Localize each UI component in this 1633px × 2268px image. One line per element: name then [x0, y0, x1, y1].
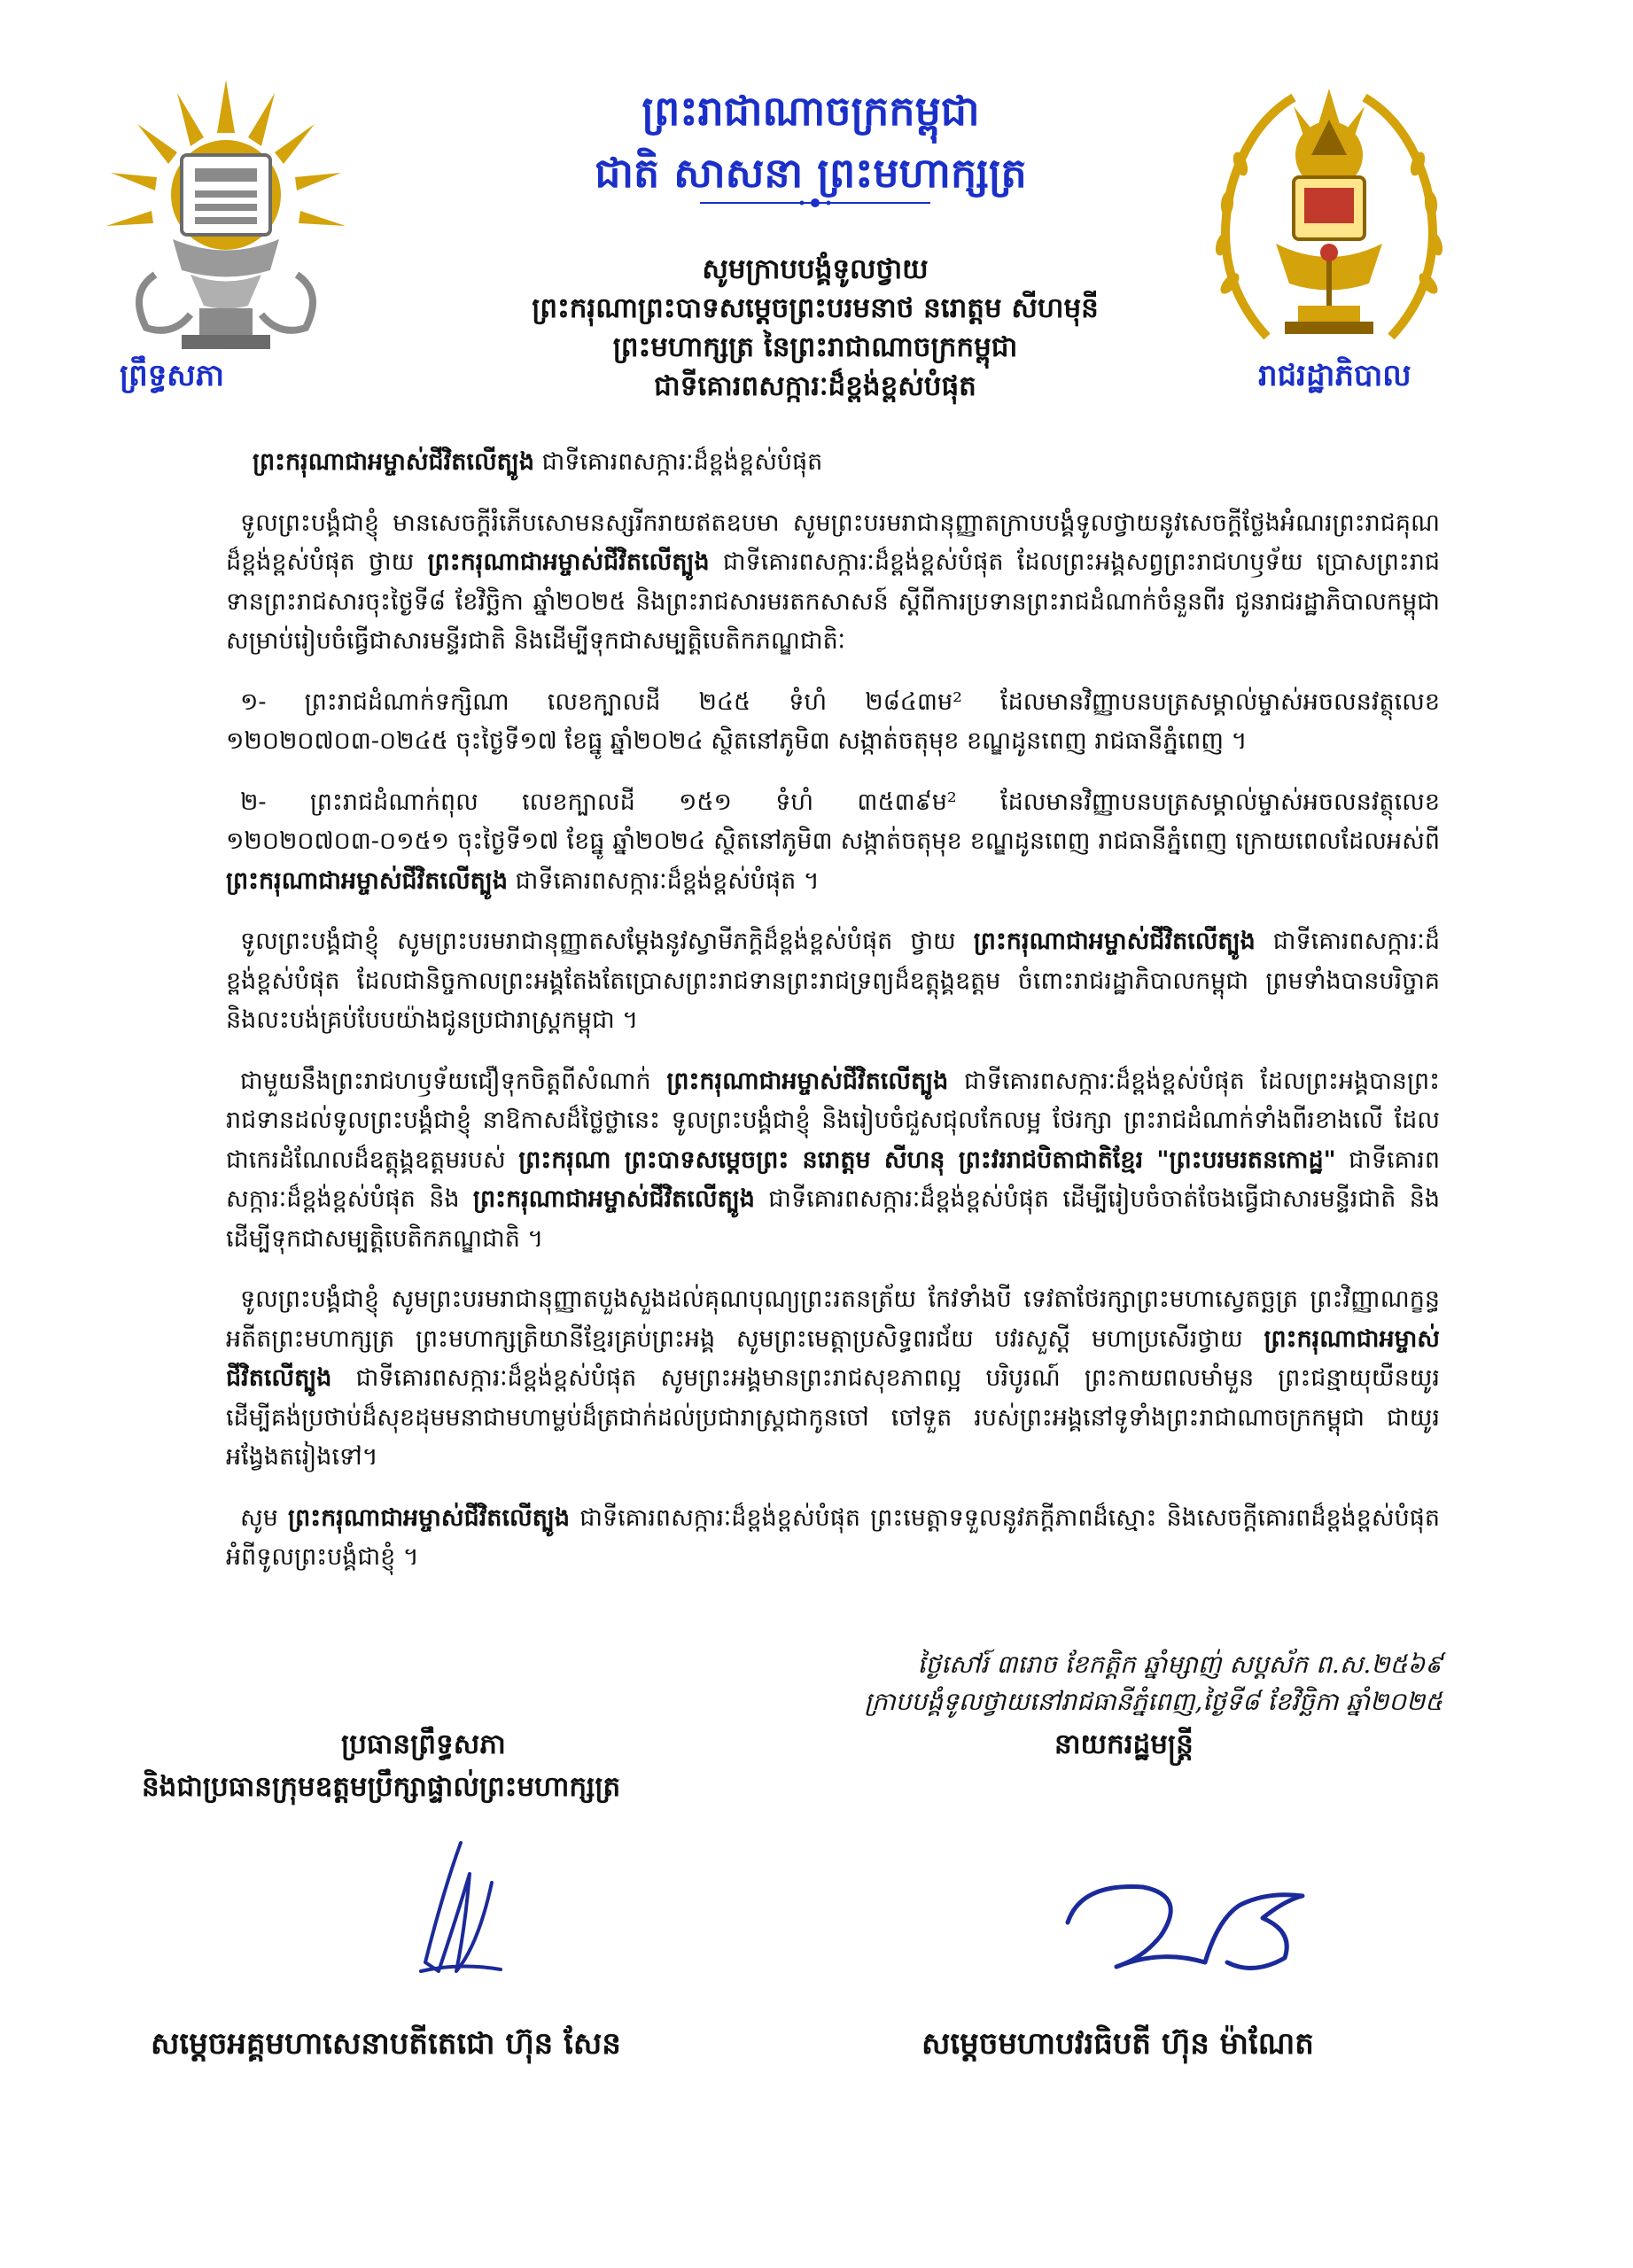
- prime-minister-name: សម្តេចមហាបវរធិបតី ហ៊ុន ម៉ាណែត: [921, 2026, 1314, 2062]
- royal-title-bold: ព្រះករុណាជាអម្ចាស់ជីវិតលើត្បូង: [288, 1503, 571, 1532]
- paragraph-text: ជាមួយនឹងព្រះរាជហឫទ័យជឿទុកចិត្តពីសំណាក់: [240, 1067, 667, 1095]
- paragraph-closing: [226, 1499, 1440, 1578]
- lunar-date: ថ្ងៃសៅរ៍ ៣រោច ខែកត្តិក ឆ្នាំម្សាញ់ សប្តស័ក ព.ស.២៥៦៩: [917, 1650, 1442, 1679]
- senate-president-signature: [408, 1838, 505, 1980]
- salutation-line2: ព្រះករុណាព្រះបាទសម្តេចព្រះបរមនាថ នរោត្តម សីហមុនី: [532, 292, 1099, 324]
- salutation-block: [337, 250, 1294, 406]
- paragraph-text: ទូលព្រះបង្គំជាខ្ញុំ មានសេចក្តីរំភើបសោមនស្សរីករាយឥតឧបមា សូមព្រះបរមរាជានុញ្ញាតក្រាបបង្គំទូលថ្វាយនូវសេចក្តីថ្លែងអំណរព្រះរាជគុណដ៏ខ្ពង់ខ្ពស់បំផុត ថ្វាយ: [226, 509, 1440, 576]
- paragraph-text: ២- ព្រះរាជដំណាក់ពុល លេខក្បាលដី ១៥១ ទំហំ ៣៥៣៩ម² ដែលមានវិញ្ញាបនបត្រសម្គាល់ម្ចាស់អចលនវត្ថុលេខ ១២០២០៧០៣-០១៥១ ចុះថ្ងៃទី១៧ ខែធ្នូ ឆ្នាំ២០២៤ ស្ថិតនៅភូមិ៣ សង្កាត់ចតុមុខ ខណ្ឌដូនពេញ រាជធានីភ្នំពេញ ក្រោយពេលដែលអស់ពី: [226, 788, 1440, 855]
- salutation-line4: ជាទីគោរពសក្ការៈដ៏ខ្ពង់ខ្ពស់បំផុត: [654, 370, 976, 402]
- royal-title-bold: ព្រះករុណាជាអម្ចាស់ជីវិតលើត្បូង: [226, 866, 508, 895]
- paragraph-address: [226, 443, 1440, 483]
- prime-minister-signature: [1063, 1869, 1329, 1984]
- dateline: [865, 1646, 1442, 1720]
- paragraph-text: ជាទីគោរពសក្ការៈដ៏ខ្ពង់ខ្ពស់បំផុត ដែលជានិច្ចកាលព្រះអង្គតែងតែប្រោសព្រះរាជទានព្រះរាជទ្រព្យដ៏ឧត្តុង្គឧត្តម ចំពោះរាជរដ្ឋាភិបាលកម្ពុជា ព្រមទាំងបានបរិច្ចាគ និងលះបង់គ្រប់បែបយ៉ាងជូនប្រជារាស្ត្រកម្ពុជា ។: [226, 928, 1440, 1034]
- paragraph-text: ទូលព្រះបង្គំជាខ្ញុំ សូមព្រះបរមរាជានុញ្ញាតបួងសួងដល់គុណបុណ្យព្រះរតនត្រ័យ កែវទាំងបី ទេវតាថែរក្សាព្រះមហាស្វេតច្ឆត្រ ព្រះវិញ្ញាណក្ខន្ធអតីតព្រះមហាក្សត្រ ព្រះមហាក្សត្រិយានីខ្មែរគ្រប់ព្រះអង្គ សូមព្រះមេត្តាប្រសិទ្ធពរជ័យ បវរសួស្តី មហាប្រសើរថ្វាយ: [226, 1285, 1440, 1353]
- ornament-divider: [700, 197, 930, 209]
- paragraph-item-1: [226, 683, 1440, 762]
- paragraph-text: ជាទីគោរពសក្ការៈដ៏ខ្ពង់ខ្ពស់បំផុត ដែលព្រះអង្គបានព្រះរាជទានដល់ទូលព្រះបង្គំជាខ្ញុំ នាឱកាសដ៏ថ្លៃថ្លានេះ ទូលព្រះបង្គំជាខ្ញុំ និងរៀបចំជួសជុលកែលម្អ ថែរក្សា ព្រះរាជដំណាក់ទាំងពីរខាងលើ ដែលជាកេរដំណែលដ៏ឧត្តុង្គឧត្តមរបស់: [226, 1067, 1440, 1174]
- kingdom-title-line2: ជាតិ សាសនា ព្រះមហាក្សត្រ: [595, 149, 1027, 197]
- paragraph-text: ជាទីគោរពសក្ការៈដ៏ខ្ពង់ខ្ពស់បំផុត ដែលព្រះអង្គសព្វព្រះរាជហឫទ័យ ប្រោសព្រះរាជទានព្រះរាជសារចុះថ្ងៃទី៨ ខែវិច្ឆិកា ឆ្នាំ២០២៥ និងព្រះរាជសារមរតកសាសន៍ ស្តីពីការប្រទានព្រះរាជដំណាក់ចំនួនពីរ ជូនរាជរដ្ឋាភិបាលកម្ពុជា សម្រាប់រៀបចំធ្វើជាសារមន្ទីរជាតិ និងដើម្បីទុកជាសម្បត្តិបេតិកភណ្ឌជាតិៈ: [226, 548, 1441, 655]
- king-father-title-bold: ព្រះករុណា ព្រះបាទសម្តេចព្រះ នរោត្តម សីហនុ ព្រះវររាជបិតាជាតិខ្មែរ "ព្រះបរមរតនកោដ្ឋ": [518, 1146, 1336, 1174]
- senate-president-name: សម្តេចអគ្គមហាសេនាបតីតេជោ ហ៊ុន សែន: [151, 2026, 621, 2062]
- solar-date: ក្រាបបង្គំទូលថ្វាយនៅរាជធានីភ្នំពេញ,ថ្ងៃទី៨ ខែវិច្ឆិកា ឆ្នាំ២០២៥: [864, 1687, 1442, 1716]
- salutation-line3: ព្រះមហាក្សត្រ នៃព្រះរាជាណាចក្រកម្ពុជា: [612, 331, 1018, 363]
- senate-caption: ព្រឹទ្ធសភា: [120, 358, 225, 393]
- paragraph-text: សូម: [240, 1503, 289, 1532]
- royal-title-bold: ព្រះករុណាជាអម្ចាស់ជីវិតលើត្បូង: [666, 1067, 949, 1095]
- paragraph-text: ជាទីគោរពសក្ការៈដ៏ខ្ពង់ខ្ពស់បំផុត ។: [508, 866, 820, 895]
- paragraph-trust: [226, 1062, 1440, 1260]
- paragraph-text: ទូលព្រះបង្គំជាខ្ញុំ សូមព្រះបរមរាជានុញ្ញាតសម្តែងនូវស្វាមីភក្តិដ៏ខ្ពង់ខ្ពស់បំផុត ថ្វាយ: [240, 928, 974, 955]
- paragraph-blessing: [226, 1280, 1440, 1478]
- kingdom-title: [443, 80, 1178, 204]
- paragraph-text: ជាទីគោរពសក្ការៈដ៏ខ្ពង់ខ្ពស់បំផុត និង: [226, 1146, 1440, 1213]
- paragraph-text: ជាទីគោរពសក្ការៈដ៏ខ្ពង់ខ្ពស់បំផុត: [534, 448, 823, 476]
- government-caption: រាជរដ្ឋាភិបាល: [1258, 358, 1411, 393]
- senate-president-title-line2: និងជាប្រធានក្រុមឧត្តមប្រឹក្សាផ្ទាល់ព្រះមហាក្សត្រ: [142, 1771, 621, 1803]
- paragraph-item-2: [226, 783, 1440, 902]
- paragraph-gratitude: [226, 504, 1440, 662]
- senate-emblem: [93, 71, 359, 408]
- royal-title-bold: ព្រះករុណាជាអម្ចាស់ជីវិតលើត្បូង: [253, 448, 534, 476]
- royal-title-bold: ព្រះករុណាជាអម្ចាស់ជីវិតលើត្បូង: [427, 548, 710, 576]
- royal-title-bold: ព្រះករុណាជាអម្ចាស់ជីវិតលើត្បូង: [973, 928, 1256, 955]
- royal-title-bold: ព្រះករុណាជាអម្ចាស់ជីវិតលើត្បូង: [226, 1324, 1440, 1392]
- senate-president-title-line1: ប្រធានព្រឹទ្ធសភា: [341, 1728, 506, 1760]
- prime-minister-title: នាយករដ្ឋមន្ត្រី: [1054, 1728, 1194, 1760]
- paragraph-text: ជាទីគោរពសក្ការៈដ៏ខ្ពង់ខ្ពស់បំផុត ដើម្បីរៀបចំចាត់ចែងធ្វើជាសារមន្ទីរជាតិ និងដើម្បីទុកជាសម្បត្តិបេតិកភណ្ឌជាតិ ។: [226, 1185, 1440, 1253]
- royal-title-bold: ព្រះករុណាជាអម្ចាស់ជីវិតលើត្បូង: [472, 1185, 755, 1213]
- kingdom-title-line1: ព្រះរាជាណាចក្រកម្ពុជា: [642, 87, 980, 135]
- senate-emblem-icon: [93, 71, 359, 354]
- paragraph-text: ជាទីគោរពសក្ការៈដ៏ខ្ពង់ខ្ពស់បំផុត សូមព្រះអង្គមានព្រះរាជសុខភាពល្អ បរិបូរណ៍ ព្រះកាយពលមាំមួន ព្រះជន្មាយុយឺនយូរ ដើម្បីគង់ប្រថាប់ដ៏សុខដុមមនាជាមហាម្លប់ដ៏ត្រជាក់ដល់ប្រជារាស្ត្រជាកូនចៅ ចៅទួត របស់ព្រះអង្គនៅទូទាំងព្រះរាជាណាចក្រកម្ពុជា ជាយូរអង្វែងតរៀងទៅ។: [226, 1364, 1440, 1471]
- paragraph-text: ១- ព្រះរាជដំណាក់ទក្សិណា លេខក្បាលដី ២៤៥ ទំហំ ២៨៤៣ម² ដែលមានវិញ្ញាបនបត្រសម្គាល់ម្ចាស់អចលនវត្ថុលេខ ១២០២០៧០៣-០២៤៥ ចុះថ្ងៃទី១៧ ខែធ្នូ ឆ្នាំ២០២៤ ស្ថិតនៅភូមិ៣ សង្កាត់ចតុមុខ ខណ្ឌដូនពេញ រាជធានីភ្នំពេញ ។: [226, 687, 1440, 755]
- senate-president-title: [142, 1723, 815, 1808]
- salutation-line1: សូមក្រាបបង្គំទូលថ្វាយ: [702, 253, 929, 285]
- letter-body: [226, 443, 1440, 1599]
- paragraph-loyalty: [226, 922, 1440, 1041]
- paragraph-text: ជាទីគោរពសក្ការៈដ៏ខ្ពង់ខ្ពស់បំផុត ព្រះមេត្តាទទួលនូវភក្តីភាពដ៏ស្មោះ និងសេចក្តីគោរពដ៏ខ្ពង់ខ្ពស់បំផុត អំពីទូលព្រះបង្គំជាខ្ញុំ ។: [226, 1503, 1440, 1571]
